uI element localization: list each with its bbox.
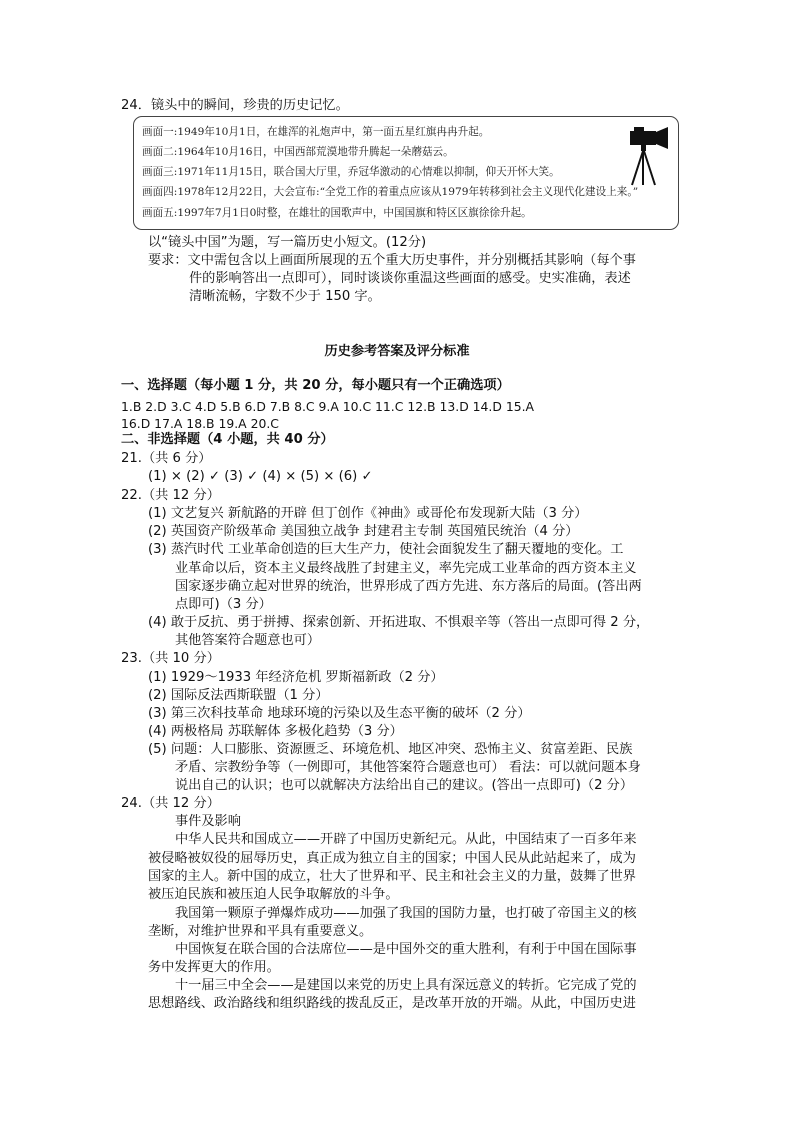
q22-line-7: (4) 敢于反抗、勇于拼搏、探索创新、开拓进取、不惧艰辛等（答出一点即可得 2 分， [148, 615, 650, 630]
q22-line-5: 国家逐步确立起对世界的统治，世界形成了西方先进、东方落后的局面。(答出两 [175, 579, 642, 594]
q21-answer-line: (1) × (2) ✓ (3) ✓ (4) × (5) × (6) ✓ [148, 469, 373, 484]
q22-heading: 22.（共 12 分） [121, 488, 220, 503]
q22-line-1: (1) 文艺复兴 新航路的开辟 但丁创作《神曲》或哥伦布发现新大陆（3 分） [148, 506, 588, 521]
frame-line-2: 画面二:1964年10月16日，中国西部荒漠地带升腾起一朵蘑菇云。 [142, 146, 454, 158]
question-24-title: 24．镜头中的瞬间，珍贵的历史记忆。 [121, 98, 349, 113]
q24-line-5: 我国第一颗原子弹爆炸成功——加强了我国的国防力量，也打破了帝国主义的核 [175, 906, 637, 921]
frame-line-4: 画面四:1978年12月22日，大会宣布:“全党工作的着重点应该从1979年转移到社会主义现代化建设上来。” [142, 186, 639, 198]
q24-line-9: 十一届三中全会——是建国以来党的历史上具有深远意义的转折。它完成了党的 [175, 978, 637, 993]
question-24-requirement-2: 件的影响答出一点即可），同时谈谈你重温这些画面的感受。史实准确，表述 [189, 271, 631, 286]
video-camera-icon [626, 123, 676, 187]
q24-line-4: 被压迫民族和被压迫人民争取解放的斗争。 [148, 887, 399, 902]
frame-line-5: 画面五:1997年7月1日0时整，在雄壮的国歌声中，中国国旗和特区区旗徐徐升起。 [142, 207, 532, 219]
answer-key-heading: 历史参考答案及评分标准 [324, 344, 470, 359]
frame-line-3: 画面三:1971年11月15日，联合国大厅里，乔冠华激动的心情难以抑制，仰天开怀大笑。 [142, 166, 560, 178]
q24-line-2: 被侵略被奴役的屈辱历史，真正成为独立自主的国家；中国人民从此站起来了，成为 [148, 851, 636, 866]
q24-subheading: 事件及影响 [175, 814, 241, 829]
section-2-title: 二、非选择题（4 小题，共 40 分） [121, 432, 334, 447]
q24-heading: 24.（共 12 分） [121, 796, 220, 811]
choice-answers-line-2: 16.D 17.A 18.B 19.A 20.C [121, 416, 279, 431]
q23-line-3: (3) 第三次科技革命 地球环境的污染以及生态平衡的破坏（2 分） [148, 706, 531, 721]
frame-line-1: 画面一:1949年10月1日，在雄浑的礼炮声中，第一面五星红旗冉冉升起。 [142, 126, 490, 138]
question-24-requirement-1: 要求：文中需包含以上画面所展现的五个重大历史事件，并分别概括其影响（每个事 [148, 253, 636, 268]
q23-line-4: (4) 两极格局 苏联解体 多极化趋势（3 分） [148, 724, 403, 739]
q24-line-8: 务中发挥更大的作用。 [148, 960, 280, 975]
question-24-requirement-3: 清晰流畅，字数不少于 150 字。 [189, 289, 381, 304]
q22-line-2: (2) 英国资产阶级革命 美国独立战争 封建君主专制 英国殖民统治（4 分） [148, 524, 579, 539]
q24-line-1: 中华人民共和国成立——开辟了中国历史新纪元。从此，中国结束了一百多年来 [175, 832, 637, 847]
q23-line-6: 矛盾、宗教纷争等（一例即可，其他答案符合题意也可） 看法：可以就问题本身 [175, 760, 641, 775]
q24-line-3: 国家的主人。新中国的成立，壮大了世界和平、民主和社会主义的力量，鼓舞了世界 [148, 869, 636, 884]
q24-line-10: 思想路线、政治路线和组织路线的拨乱反正，是改革开放的开端。从此，中国历史进 [148, 996, 636, 1011]
q24-line-7: 中国恢复在联合国的合法席位——是中国外交的重大胜利，有利于中国在国际事 [175, 942, 637, 957]
q24-line-6: 垄断，对维护世界和平具有重要意义。 [148, 924, 373, 939]
q23-line-7: 说出自己的认识；也可以就解决方法给出自己的建议。(答出一点即可)（2 分） [175, 778, 634, 793]
q23-line-2: (2) 国际反法西斯联盟（1 分） [148, 688, 329, 703]
question-24-prompt: 以“镜头中国”为题，写一篇历史小短文。(12分) [148, 235, 427, 250]
q23-line-1: (1) 1929～1933 年经济危机 罗斯福新政（2 分） [148, 670, 444, 685]
q22-line-3: (3) 蒸汽时代 工业革命创造的巨大生产力，使社会面貌发生了翻天覆地的变化。工 [148, 542, 624, 557]
section-1-title: 一、选择题（每小题 1 分，共 20 分，每小题只有一个正确选项） [121, 378, 510, 393]
q21-heading: 21.（共 6 分） [121, 451, 212, 466]
q23-line-5: (5) 问题：人口膨胀、资源匮乏、环境危机、地区冲突、恐怖主义、贫富差距、民族 [148, 742, 633, 757]
q22-line-8: 其他答案符合题意也可） [175, 633, 321, 648]
camera-frames-box [133, 116, 679, 230]
choice-answers-line-1: 1.B 2.D 3.C 4.D 5.B 6.D 7.B 8.C 9.A 10.C 11.C 12.B 13.D 14.D 15.A [121, 399, 535, 414]
q22-line-6: 点即可)（3 分） [175, 597, 272, 612]
q22-line-4: 业革命以后，资本主义最终战胜了封建主义，率先完成工业革命的西方资本主义 [175, 561, 637, 576]
q23-heading: 23.（共 10 分） [121, 651, 220, 666]
